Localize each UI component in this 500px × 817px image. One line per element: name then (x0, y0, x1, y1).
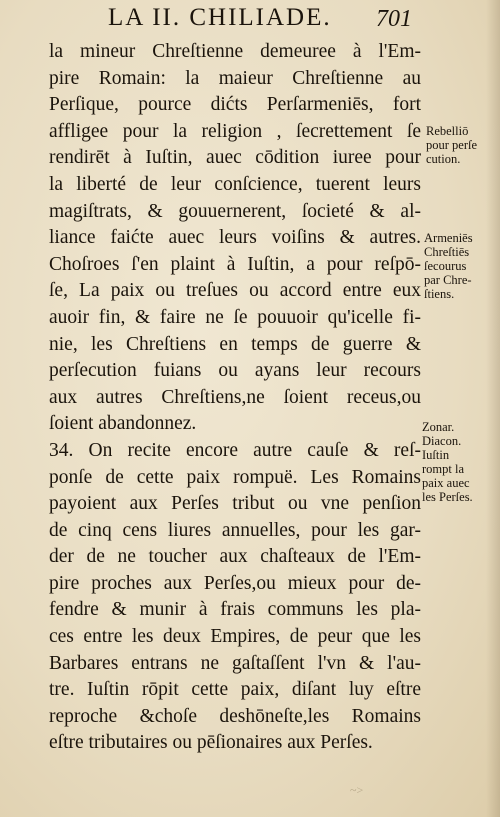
margin-note-line: rompt la (422, 462, 465, 476)
text-line: ſoient abandonnez. (49, 413, 197, 435)
running-title: LA II. CHILIADE. (108, 4, 332, 31)
text-line: pire proches aux Perſes,ou mieux pour de- (49, 572, 421, 594)
margin-note-line: ſtiens. (424, 287, 455, 301)
text-line: pire Romain: la maieur Chreſtienne au (49, 67, 421, 89)
main-text-block (49, 39, 421, 757)
text-line: Perſique, pource dićts Perſarmeniēs, fort (49, 94, 421, 116)
margin-note-line: les Perſes. (422, 490, 473, 504)
margin-note-line: ſecourus (424, 259, 467, 273)
margin-note-armenians (424, 231, 473, 301)
text-line: affligee pour la religion , ſecrettement ſe (49, 120, 421, 142)
text-line: reproche &choſe deshōneſte,les Romains (49, 705, 421, 727)
margin-note-line: paix auec (422, 476, 470, 490)
running-header (108, 4, 488, 38)
text-line: magiſtrats, & gouuernerent, ſocieté & al- (49, 200, 421, 222)
text-line: ponſe de cette paix rompuë. Les Romains (49, 466, 421, 488)
text-line: auoir fin, & faire ne ſe pouuoir qu'icelle fi- (49, 306, 421, 328)
text-line: perſecution fuians ou ayans leur recours (49, 360, 421, 382)
text-line: der de ne toucher aux chaſteaux de l'Em- (49, 546, 421, 568)
page-gutter-shadow (486, 0, 500, 817)
faint-ink-mark: ~> (350, 783, 364, 797)
margin-note-line: Rebelliō (426, 124, 469, 138)
margin-note-zonaras (422, 420, 473, 504)
text-line: liance faićte auec leurs voiſins & autres. (49, 227, 421, 249)
margin-note-line: Chreſtiēs (424, 245, 470, 259)
text-line: Choſroes ſ'en plaint à Iuſtin, a pour reſpō- (49, 253, 421, 275)
margin-note-rebellion (426, 124, 477, 166)
margin-note-line: cution. (426, 152, 461, 166)
text-line: de cinq cens liures annuelles, pour les gar- (49, 519, 421, 541)
text-line: tre. Iuſtin rōpit cette paix, diſant luy eſtre (49, 679, 421, 701)
margin-note-line: pour perſe (426, 138, 478, 152)
page-number: 701 (376, 6, 412, 32)
text-line: payoient aux Perſes tribut ou vne penſion (49, 493, 421, 515)
text-line: Barbares entrans ne gaſtaſſent l'vn & l'au- (49, 652, 421, 674)
text-line: ces entre les deux Empires, de peur que les (49, 626, 421, 648)
margin-note-line: Diacon. (422, 434, 462, 448)
margin-note-line: Zonar. (422, 420, 455, 434)
text-line: rendirēt à Iuſtin, auec cōdition iuree pour (49, 147, 421, 169)
margin-note-line: Armeniēs (424, 231, 473, 245)
margin-note-line: par Chre- (424, 273, 472, 287)
text-line: la liberté de leur conſcience, tuerent leurs (49, 173, 421, 195)
text-line: ſe, La paix ou treſues ou accord entre eux (49, 280, 421, 302)
text-line: eſtre tributaires ou pēſionaires aux Perſes. (49, 732, 373, 754)
margin-note-line: Iuſtin (422, 448, 450, 462)
text-line: aux autres Chreſtiens,ne ſoient receus,ou (49, 386, 421, 408)
text-line: fendre & munir à frais communs les pla- (49, 599, 421, 621)
text-line: nie, les Chreſtiens en temps de guerre & (49, 333, 421, 355)
text-line: la mineur Chreſtienne demeuree à l'Em- (49, 41, 421, 62)
text-line: 34. On recite encore autre cauſe & reſ- (49, 439, 421, 461)
